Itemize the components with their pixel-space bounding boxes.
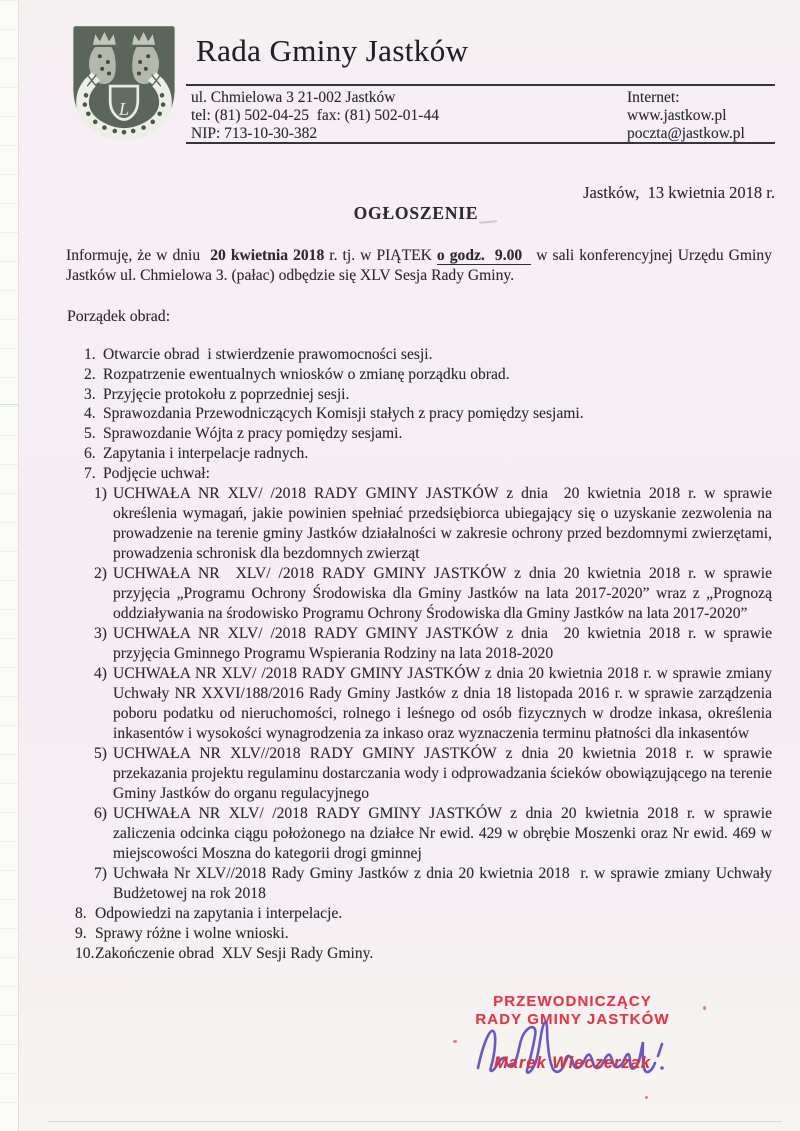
inner-shield (110, 86, 138, 119)
agenda-item: 1. Otwarcie obrad i stwierdzenie prawomocności sesji. (84, 346, 433, 363)
resolution-item: 3) UCHWAŁA NR XLV/ /2018 RADY GMINY JASTKÓW z dnia 20 kwietnia 2018 r. w sprawie przyjęcia Gminnego Programu Wspierania Rodziny na lata 2018-2020 (94, 624, 772, 662)
agenda-item: 10. Zakończenie obrad XLV Sesji Rady Gminy. (75, 944, 374, 962)
agenda-item: 3. Przyjęcie protokołu z poprzedniej sesji. (84, 385, 350, 403)
ink-speck (453, 1040, 457, 1043)
internet-label: Internet: (627, 89, 680, 106)
internet-block (627, 89, 745, 143)
document-title: OGŁOSZENIE (353, 203, 479, 223)
intro-text: Informuję, że w dniu (66, 247, 201, 264)
dateline: Jastków, 13 kwietnia 2018 r. (583, 183, 775, 202)
ink-speck (703, 1006, 706, 1010)
intro-paragraph (66, 246, 772, 287)
agenda-heading: Porządek obrad: (67, 308, 171, 325)
session-date: 20 kwietnia 2018 (200, 247, 325, 264)
signatory-name: Marek Wieczerzak (493, 1054, 652, 1072)
stamp-title-line2: RADY GMINY JASTKÓW (475, 1011, 670, 1028)
agenda-item: 5. Sprawozdanie Wójta z pracy pomiędzy sesjami. (84, 425, 403, 443)
agenda-item: 2. Rozpatrzenie ewentualnych wniosków o zmianę porządku obrad. (84, 365, 510, 383)
resolution-item: 2) UCHWAŁA NR XLV/ /2018 RADY GMINY JASTKÓW z dnia 20 kwietnia 2018 r. w sprawie przyjęcia „Programu Ochrony Środowiska dla Gminy Jastków na lata 2017-2020” wraz z „Prognozą oddziaływania na środowisko Programu Ochrony Środowiska dla Gminy Jastków na lata 2017-2020” (94, 564, 772, 622)
agenda-item: 4. Sprawozdania Przewodniczących Komisji stałych z pracy pomiędzy sesjami. (84, 405, 584, 423)
resolution-item: 5) UCHWAŁA NR XLV//2018 RADY GMINY JASTKÓW z dnia 20 kwietnia 2018 r. w sprawie przekazania projektu regulaminu dostarczania wody i odprowadzania ścieków obowiązującego na terenie Gminy Jastków do organu regulacyjnego (94, 744, 772, 802)
ink-speck (645, 1096, 648, 1099)
address-phone-fax: tel: (81) 502-04-25 fax: (81) 502-01-44 (191, 107, 439, 124)
scan-bottom-edge (48, 1121, 782, 1122)
coat-of-arms-icon (66, 24, 182, 146)
agenda-item: 7. Podjęcie uchwał: (84, 464, 210, 482)
resolution-item: 4) UCHWAŁA NR XLV/ /2018 RADY GMINY JASTKÓW z dnia 20 kwietnia 2018 r. w sprawie zmiany Uchwały NR XXVI/188/2016 Rady Gminy Jastków z dnia 18 listopada 2016 r. w sprawie zarządzenia poboru podatku od nieruchomości, rolnego i leśnego od osób fizycznych w drodze inkasa, określenia inkasentów i wysokości wynagrodzenia za inkaso oraz wyznaczenia terminu płatności dla inkasentów (94, 664, 772, 742)
stamp-title-line1: PRZEWODNICZĄCY (493, 993, 652, 1010)
logo-letter: L (118, 98, 130, 119)
agenda-list (0, 345, 772, 964)
intro-text: r. tj. w PIĄTEK (324, 247, 437, 264)
letterhead-rule-top (186, 84, 775, 86)
handwritten-signature-icon (468, 1014, 673, 1084)
address-block (191, 89, 439, 143)
agenda-item: 8. Odpowiedzi na zapytania i interpelacje. (75, 904, 343, 922)
org-name: Rada Gminy Jastków (196, 33, 469, 68)
address-nip: NIP: 713-10-30-382 (191, 125, 318, 142)
session-time: o godz. 9.00 (437, 247, 531, 265)
email: poczta@jastkow.pl (627, 125, 745, 142)
website: www.jastkow.pl (627, 107, 727, 124)
resolution-item: 7) Uchwała Nr XLV//2018 Rady Gminy Jastków z dnia 20 kwietnia 2018 r. w sprawie zmiany Uchwały Budżetowej na rok 2018 (94, 864, 772, 902)
intro-text: w sali konferencyjnej Urzędu Gminy Jastków ul. Chmielowa 3. (pałac) odbędzie się XLV Sesja Rady Gminy. (66, 247, 772, 285)
agenda-item: 6. Zapytania i interpelacje radnych. (84, 444, 309, 462)
address-street: ul. Chmielowa 3 21-002 Jastków (191, 89, 396, 106)
agenda-item: 9. Sprawy różne i wolne wnioski. (75, 924, 289, 942)
resolution-item: 1) UCHWAŁA NR XLV/ /2018 RADY GMINY JASTKÓW z dnia 20 kwietnia 2018 r. w sprawie określenia wymagań, jakie powinien spełniać przedsiębiorca ubiegający się o uzyskanie zezwolenia na prowadzenie na terenie gminy Jastków działalności w zakresie ochrony przed bezdomnymi zwierzętami, prowadzenia schronisk dla bezdomnych zwierząt (94, 484, 772, 562)
letterhead-rule-bottom (186, 142, 775, 144)
resolution-item: 6) UCHWAŁA NR XLV/ /2018 RADY GMINY JASTKÓW z dnia 20 kwietnia 2018 r. w sprawie zaliczenia odcinka ciągu położonego na działce Nr ewid. 429 w obrębie Moszenki oraz Nr ewid. 469 w miejscowości Moszna do kategorii drogi gminnej (94, 804, 772, 862)
